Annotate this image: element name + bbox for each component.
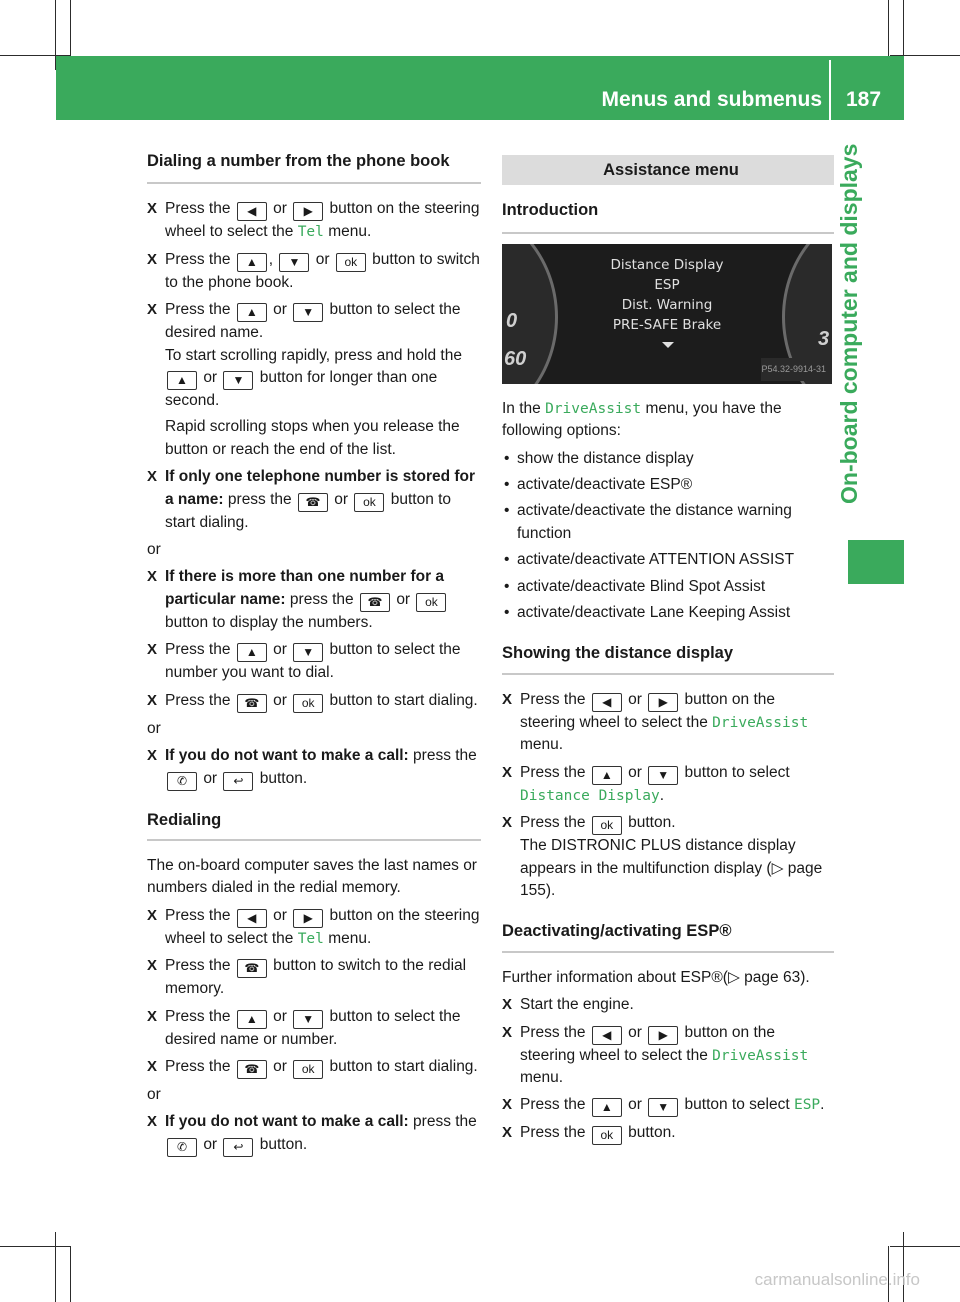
instruction-step: X Press the ▲ , ▼ or ok button to switch to the phone book. [147,249,481,294]
or-text: or [147,541,161,559]
phone-key: ☎ [360,593,390,612]
down-arrow-key: ▼ [293,303,323,322]
or-text: or [147,719,161,737]
down-arrow-key: ▼ [223,371,253,390]
section-heading: Dialing a number from the phone book [147,150,481,184]
up-arrow-key: ▲ [592,1098,622,1117]
side-tab-label: On-board computer and displays [836,143,862,504]
instruction-step: X Press the ok button. [502,1122,834,1145]
paragraph: The on-board computer saves the last names or numbers dialed in the redial memory. [147,856,477,897]
ok-key: ok [336,253,366,272]
up-arrow-key: ▲ [592,766,622,785]
instruction-step: X Press the ▲ or ▼ button to select the number you want to dial. [147,639,481,684]
instruction-step: X If you do not want to make a call: press the ✆ or ↩ button. [147,1111,481,1156]
crop-mark [55,1232,56,1302]
right-arrow-key: ▶ [293,909,323,928]
instruction-step: X Press the ok button. The DISTRONIC PLUS distance display appears in the multifunction display (▷ page 155). [502,812,834,902]
list-item: • show the distance display [502,448,834,470]
display-menu-item: ESP [654,276,680,293]
instruction-step: X Press the ▲ or ▼ button to select ESP. [502,1094,834,1117]
crop-mark [890,1246,960,1247]
ok-key: ok [354,493,384,512]
hangup-key: ✆ [167,1138,197,1157]
list-item: • activate/deactivate ATTENTION ASSIST [502,549,834,571]
paragraph: Further information about ESP®(▷ page 63). [502,968,810,986]
menu-code: Tel [297,224,324,241]
instruction-step: X Press the ▲ or ▼ button to select the desired name. To start scrolling rapidly, press and hold the ▲ or ▼ button for longer than one second. Rapid scrolling stops when you release the button or reach the end of the list. [147,299,481,461]
phone-key: ☎ [237,1060,267,1079]
up-arrow-key: ▲ [167,371,197,390]
page-number: 187 [846,88,882,111]
list-item: • activate/deactivate Blind Spot Assist [502,576,834,598]
instruction-step: X Press the ☎ button to switch to the redial memory. [147,955,481,1000]
side-tab-marker [848,540,904,584]
paragraph: In the DriveAssist menu, you have the following options: [502,399,782,440]
down-arrow-key: ▼ [648,1098,678,1117]
header-divider [829,60,831,120]
display-menu-item: Distance Display [610,256,724,273]
section-heading: Introduction [502,199,834,233]
right-arrow-key: ▶ [648,693,678,712]
instrument-cluster-image: 0 60 3 Distance Display ESP Dist. Warning PRE-SAFE Brake P54.32-9914-31 [502,244,832,384]
list-item: • activate/deactivate Lane Keeping Assist [502,602,834,624]
down-arrow-key: ▼ [279,253,309,272]
scroll-down-icon [662,342,674,348]
up-arrow-key: ▲ [237,1010,267,1029]
ok-key: ok [293,1060,323,1079]
menu-code: DriveAssist [545,400,642,417]
left-arrow-key: ◀ [237,909,267,928]
right-arrow-key: ▶ [648,1026,678,1045]
up-arrow-key: ▲ [237,643,267,662]
down-arrow-key: ▼ [293,643,323,662]
instruction-step: X Press the ☎ or ok button to start dialing. [147,690,481,713]
left-arrow-key: ◀ [592,1026,622,1045]
back-key: ↩ [223,1138,253,1157]
down-arrow-key: ▼ [293,1010,323,1029]
phone-key: ☎ [237,694,267,713]
instruction-step: X Press the ☎ or ok button to start dialing. [147,1056,481,1079]
list-item: • activate/deactivate the distance warning function [502,500,834,545]
menu-code: Tel [297,930,324,947]
ok-key: ok [592,1126,622,1145]
left-column [147,150,481,1162]
back-key: ↩ [223,772,253,791]
crop-mark [888,0,889,56]
display-menu-item: PRE-SAFE Brake [612,316,722,333]
instruction-step: X Press the ◀ or ▶ button on the steering wheel to select the DriveAssist menu. [502,689,834,757]
page-header-title: Menus and submenus [601,88,822,111]
ok-key: ok [592,816,622,835]
crop-mark [70,1246,71,1302]
section-heading: Deactivating/activating ESP® [502,920,834,952]
instruction-step: X Start the engine. [502,994,834,1016]
instruction-step: X Press the ◀ or ▶ button on the steering wheel to select the Tel menu. [147,198,481,243]
instruction-step: X Press the ▲ or ▼ button to select the desired name or number. [147,1006,481,1051]
right-column [502,155,834,1150]
instruction-step: X Press the ◀ or ▶ button on the steering wheel to select the DriveAssist menu. [502,1022,834,1090]
menu-code: ESP [793,1097,821,1114]
left-arrow-key: ◀ [592,693,622,712]
ok-key: ok [293,694,323,713]
section-heading: Redialing [147,809,481,841]
section-banner: Assistance menu [502,155,834,185]
instruction-step: X If there is more than one number for a particular name: press the ☎ or ok button to display the numbers. [147,566,481,634]
instruction-step: X Press the ▲ or ▼ button to select Distance Display. [502,762,834,807]
instruction-step: X Press the ◀ or ▶ button on the steering wheel to select the Tel menu. [147,905,481,950]
up-arrow-key: ▲ [237,253,267,272]
down-arrow-key: ▼ [648,766,678,785]
instruction-step: X If only one telephone number is stored for a name: press the ☎ or ok button to start dialing. [147,466,481,534]
crop-mark [70,0,71,56]
phone-key: ☎ [237,959,267,978]
instruction-step: X If you do not want to make a call: press the ✆ or ↩ button. [147,745,481,790]
right-arrow-key: ▶ [293,202,323,221]
display-menu-item: Dist. Warning [621,296,713,313]
ok-key: ok [416,593,446,612]
phone-key: ☎ [298,493,328,512]
up-arrow-key: ▲ [237,303,267,322]
menu-code: DriveAssist [712,1047,809,1064]
crop-mark [0,1246,70,1247]
image-reference: P54.32-9914-31 [761,358,826,380]
watermark[interactable]: carmanualsonline.info [754,1270,920,1289]
hangup-key: ✆ [167,772,197,791]
list-item: • activate/deactivate ESP® [502,474,834,496]
left-arrow-key: ◀ [237,202,267,221]
menu-code: DriveAssist [712,714,809,731]
crop-mark [903,1232,904,1302]
or-text: or [147,1085,161,1103]
menu-code: Distance Display [520,787,660,804]
section-heading: Showing the distance display [502,642,834,674]
